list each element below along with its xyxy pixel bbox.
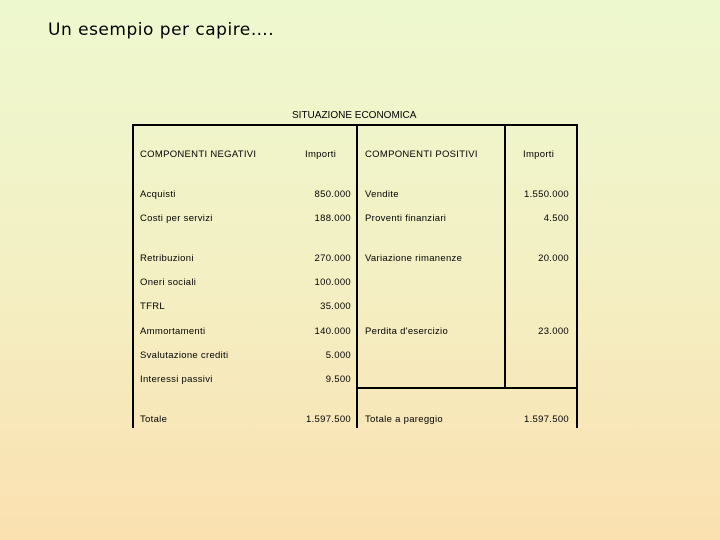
row-neg-label: Oneri sociali — [140, 277, 197, 288]
row-neg-label: TFRL — [140, 301, 165, 312]
slide-title: Un esempio per capire…. — [48, 20, 275, 40]
header-pos-label: COMPONENTI POSITIVI — [365, 149, 478, 160]
row-neg-amount: 270.000 — [314, 253, 351, 264]
row-pos-label: Vendite — [365, 189, 399, 200]
header-pos-amount: Importi — [523, 149, 555, 160]
total-neg-label: Totale — [140, 414, 168, 425]
row-pos-amount: 4.500 — [543, 213, 569, 224]
table-right-border — [576, 124, 578, 428]
row-neg-label: Acquisti — [140, 189, 176, 200]
row-neg-label: Svalutazione crediti — [140, 350, 229, 361]
header-neg-amount: Importi — [305, 149, 337, 160]
row-pos-amount: 20.000 — [538, 253, 569, 264]
row-neg-amount: 35.000 — [320, 301, 351, 312]
row-neg-amount: 140.000 — [314, 326, 351, 337]
row-neg-label: Costi per servizi — [140, 213, 213, 224]
row-neg-amount: 9.500 — [325, 374, 351, 385]
header-neg-label: COMPONENTI NEGATIVI — [140, 149, 257, 160]
row-pos-amount: 23.000 — [538, 326, 569, 337]
table-pos-section-bottom — [356, 387, 578, 389]
table-divider-neg-amount — [356, 124, 358, 428]
total-neg-amount: 1.597.500 — [306, 414, 351, 425]
row-neg-label: Retribuzioni — [140, 253, 194, 264]
row-neg-label: Interessi passivi — [140, 374, 213, 385]
row-neg-amount: 100.000 — [314, 277, 351, 288]
table-left-border — [132, 124, 134, 428]
row-neg-amount: 850.000 — [314, 189, 351, 200]
row-pos-label: Perdita d'esercizio — [365, 326, 449, 337]
row-pos-label: Proventi finanziari — [365, 213, 447, 224]
table-top-border — [132, 124, 578, 126]
row-neg-label: Ammortamenti — [140, 326, 206, 337]
row-pos-label: Variazione rimanenze — [365, 253, 463, 264]
row-pos-amount: 1.550.000 — [524, 189, 569, 200]
total-pos-amount: 1.597.500 — [524, 414, 569, 425]
total-pos-label: Totale a pareggio — [365, 414, 443, 425]
row-neg-amount: 188.000 — [314, 213, 351, 224]
table-caption: SITUAZIONE ECONOMICA — [292, 110, 417, 121]
row-neg-amount: 5.000 — [325, 350, 351, 361]
